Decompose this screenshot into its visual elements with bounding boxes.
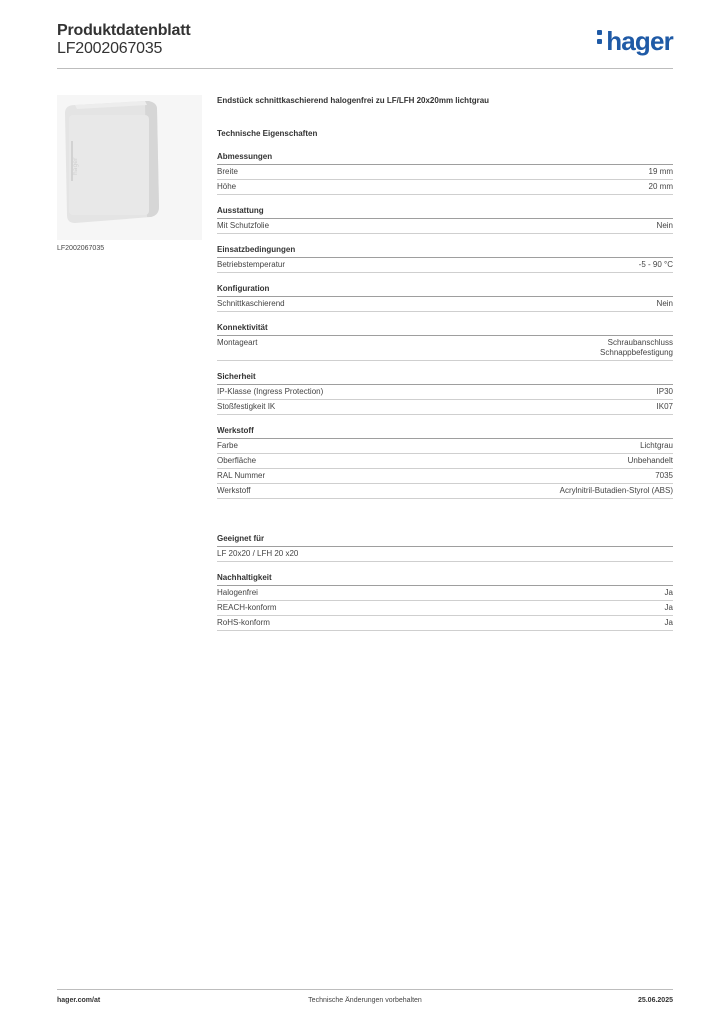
row-label: LF 20x20 / LFH 20 x20 — [217, 549, 299, 558]
section-title: Ausstattung — [217, 206, 673, 219]
row-value: Ja — [664, 603, 673, 612]
section-material — [217, 426, 673, 499]
product-details — [217, 96, 673, 642]
row-label: Halogenfrei — [217, 588, 258, 597]
product-description: Endstück schnittkaschierend halogenfrei zu LF/LFH 20x20mm lichtgrau — [217, 96, 490, 105]
end-cap-illustration-icon — [57, 95, 202, 240]
section-connectivity — [217, 323, 673, 361]
table-row — [217, 469, 673, 484]
logo-colon-icon — [597, 26, 603, 48]
row-value: Ja — [664, 618, 673, 627]
section-equipment — [217, 206, 673, 234]
table-row — [217, 616, 673, 631]
section-title: Einsatzbedingungen — [217, 245, 673, 258]
section-safety — [217, 372, 673, 415]
row-value-line: Schraubanschluss — [607, 338, 673, 347]
section-title: Abmessungen — [217, 152, 673, 165]
row-label: Stoßfestigkeit IK — [217, 402, 276, 411]
footer-website-link[interactable]: hager.com/at — [57, 997, 101, 1004]
table-row — [217, 400, 673, 415]
row-label: REACH-konform — [217, 603, 277, 612]
row-value: Lichtgrau — [640, 441, 673, 450]
svg-text:hager: hager — [72, 157, 79, 175]
table-row — [217, 219, 673, 234]
table-row — [217, 601, 673, 616]
page-header — [57, 22, 673, 69]
footer-disclaimer: Technische Änderungen vorbehalten — [308, 997, 422, 1004]
table-row — [217, 385, 673, 400]
table-row — [217, 180, 673, 195]
row-value: Unbehandelt — [627, 456, 673, 465]
document-title: Produktdatenblatt — [57, 22, 191, 39]
image-caption: LF2002067035 — [57, 245, 105, 252]
table-row — [217, 297, 673, 312]
row-label: Betriebstemperatur — [217, 260, 286, 269]
section-sustainability — [217, 573, 673, 631]
row-value: 19 mm — [648, 167, 673, 176]
section-title: Geeignet für — [217, 534, 673, 547]
section-suitable-for — [217, 534, 673, 562]
hager-logo — [597, 26, 673, 57]
row-value: 7035 — [655, 471, 673, 480]
row-value — [600, 338, 673, 358]
section-title: Konnektivität — [217, 323, 673, 336]
row-value: Nein — [656, 221, 673, 230]
section-title: Sicherheit — [217, 372, 673, 385]
logo-text: hager — [606, 26, 673, 56]
section-configuration — [217, 284, 673, 312]
row-label: Höhe — [217, 182, 237, 191]
row-label: Werkstoff — [217, 486, 251, 495]
section-title: Nachhaltigkeit — [217, 573, 673, 586]
row-value: -5 - 90 °C — [638, 260, 673, 269]
row-label: IP-Klasse (Ingress Protection) — [217, 387, 324, 396]
row-label: Montageart — [217, 338, 258, 347]
section-operating-conditions — [217, 245, 673, 273]
table-row — [217, 165, 673, 180]
table-row — [217, 439, 673, 454]
table-row — [217, 454, 673, 469]
section-dimensions — [217, 152, 673, 195]
table-row — [217, 484, 673, 499]
table-row — [217, 258, 673, 273]
row-label: Oberfläche — [217, 456, 257, 465]
row-label: Mit Schutzfolie — [217, 221, 270, 230]
section-title: Konfiguration — [217, 284, 673, 297]
row-value: Nein — [656, 299, 673, 308]
row-value: 20 mm — [648, 182, 673, 191]
row-value: Ja — [664, 588, 673, 597]
row-value: IK07 — [656, 402, 673, 411]
row-label: Breite — [217, 167, 238, 176]
row-value-line: Schnappbefestigung — [600, 348, 673, 357]
technical-properties-heading: Technische Eigenschaften — [217, 129, 318, 138]
row-label: RAL Nummer — [217, 471, 266, 480]
section-title: Werkstoff — [217, 426, 673, 439]
product-image — [57, 95, 202, 240]
product-number: LF2002067035 — [57, 40, 163, 57]
table-row — [217, 336, 673, 361]
row-label: Schnittkaschierend — [217, 299, 285, 308]
page-footer — [57, 989, 673, 1004]
row-value: IP30 — [656, 387, 673, 396]
row-value: Acrylnitril-Butadien-Styrol (ABS) — [559, 486, 673, 495]
row-label: Farbe — [217, 441, 238, 450]
footer-date: 25.06.2025 — [637, 997, 673, 1004]
row-label: RoHS-konform — [217, 618, 270, 627]
table-row — [217, 586, 673, 601]
table-row — [217, 547, 673, 562]
